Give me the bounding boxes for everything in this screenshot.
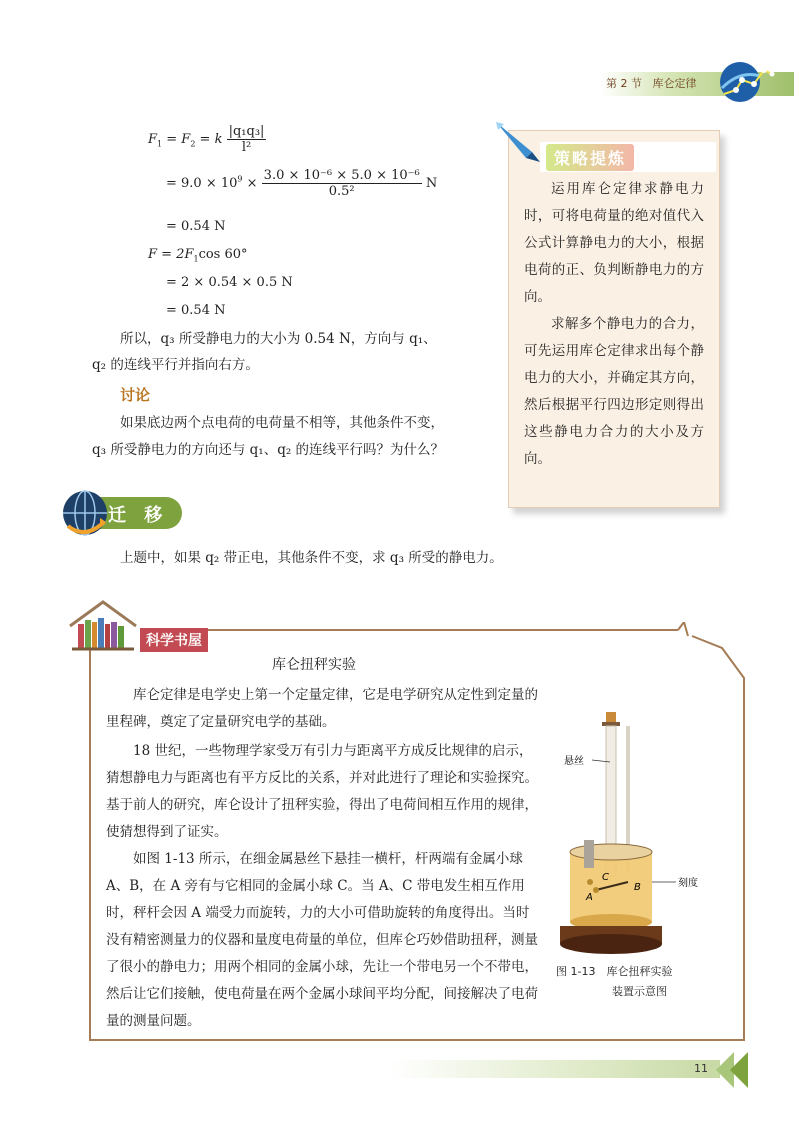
discussion-heading: 讨论 xyxy=(120,386,151,404)
formula-1-denominator: l² xyxy=(241,140,252,155)
figure-caption-line-1: 图 1-13 库仑扭秤实验 xyxy=(556,965,673,978)
constellation-logo-icon xyxy=(716,60,776,106)
strategy-paragraph-2: 求解多个静电力的合力，可先运用库仑定律求出每个静电力的大小，并确定其方向，然后根据平行四边形定则得出这些静电力合力的大小及方向。 xyxy=(524,316,704,467)
page-number: 11 xyxy=(694,1062,708,1075)
globe-icon xyxy=(60,488,110,538)
label-scale: 刻度 xyxy=(678,878,698,889)
formula-line-2: = $9.0 \times 10^9$ × $\frac{\text{3.0 × 10⁻⁶ × 5.0 × 10⁻⁶}}{\text{0.5²}}$ N xyxy=(166,168,438,199)
header-section: 第 2 节 xyxy=(606,77,642,90)
formula-line-4: $F = 2F_1\cos$ 60° xyxy=(148,247,248,264)
article-paragraph-3: 如图 1-13 所示，在细金属悬丝下悬挂一横杆，杆两端有金属小球 A、B，在 A 旁有与它相同的金属小球 C。当 A、C 带电发生相互作用时，秤杆会因 A 端受力而旋转，力的大小可借助旋转的角度得出。当时没有精密测量力的仪器和量度电荷量的单位，但库仑巧妙借助扭秤，测量了很小的静电力；用两个相同的金属小球，先让一个带电另一个不带电，然后让它们接触，使电荷量在两个金属小球间平均分配，间接解决了电荷量的测量问题。 xyxy=(106,851,538,1029)
formula-2-numerator: 3.0 × 10⁻⁶ × 5.0 × 10⁻⁶ xyxy=(263,168,420,183)
figure-caption-line-2: 装置示意图 xyxy=(612,985,667,998)
formula-line-3: = 0.54 N xyxy=(166,219,226,234)
article-title: 库仑扭秤实验 xyxy=(272,657,356,673)
article-paragraph-2: 18 世纪，一些物理学家受万有引力与距离平方成反比规律的启示，猜想静电力与距离也有平方反比的关系，并对此进行了理论和实验探究。基于前人的研究，库仑设计了扭秤实验，得出了电荷间相互作用的规律，使猜想得到了证实。 xyxy=(106,743,538,840)
torsion-balance-figure xyxy=(556,712,726,958)
transfer-title: 迁 移 xyxy=(108,505,169,526)
science-section-title: 科学书屋 xyxy=(140,628,208,652)
header-text xyxy=(606,75,697,91)
pen-icon xyxy=(492,118,544,164)
strategy-paragraph-1: 运用库仑定律求静电力时，可将电荷量的绝对值代入公式计算静电力的大小，根据电荷的正、负判断静电力的方向。 xyxy=(524,181,704,305)
conclusion-line-2: q₂ 的连线平行并指向右方。 xyxy=(92,357,259,373)
article-paragraph-1: 库仑定律是电学史上第一个定量定律，它是电学研究从定性到定量的里程碑，奠定了定量研究电学的基础。 xyxy=(106,687,538,730)
conclusion-line-1: 所以，q₃ 所受静电力的大小为 0.54 N，方向与 q₁、 xyxy=(120,331,437,347)
discussion-line-1: 如果底边两个点电荷的电荷量不相等，其他条件不变， xyxy=(120,415,444,431)
discussion-line-2: q₃ 所受静电力的方向还与 q₁、q₂ 的连线平行吗？为什么？ xyxy=(92,442,445,458)
article-paragraph-2-box xyxy=(106,738,538,846)
bookshelf-house-icon xyxy=(66,598,140,652)
label-b: B xyxy=(634,882,641,893)
transfer-text: 上题中，如果 q₂ 带正电，其他条件不变，求 q₃ 所受的静电力。 xyxy=(120,550,503,566)
formula-line-5: = 2 × 0.54 × 0.5 N xyxy=(166,275,293,290)
formula-line-1: $F_1 = F_2 = k$ $\frac{\text{|q₁q₃|}}{\text{l²}}$ xyxy=(148,124,265,155)
label-c: C xyxy=(602,872,609,883)
label-wire: 悬丝 xyxy=(564,756,584,767)
formula-line-6: = 0.54 N xyxy=(166,303,226,318)
label-a: A xyxy=(586,892,593,903)
strategy-text xyxy=(524,176,704,473)
strategy-title: 策略提炼 xyxy=(546,144,634,171)
formula-1-numerator: |q₁q₃| xyxy=(228,124,265,139)
formula-2-denominator: 0.5² xyxy=(328,184,355,199)
chevron-left-double-icon xyxy=(712,1052,752,1088)
footer-bar xyxy=(390,1060,720,1078)
article-paragraph-3-box xyxy=(106,846,538,1035)
article-body-top xyxy=(106,682,538,736)
figure-caption xyxy=(556,962,672,1002)
header-title: 库仑定律 xyxy=(652,77,697,90)
